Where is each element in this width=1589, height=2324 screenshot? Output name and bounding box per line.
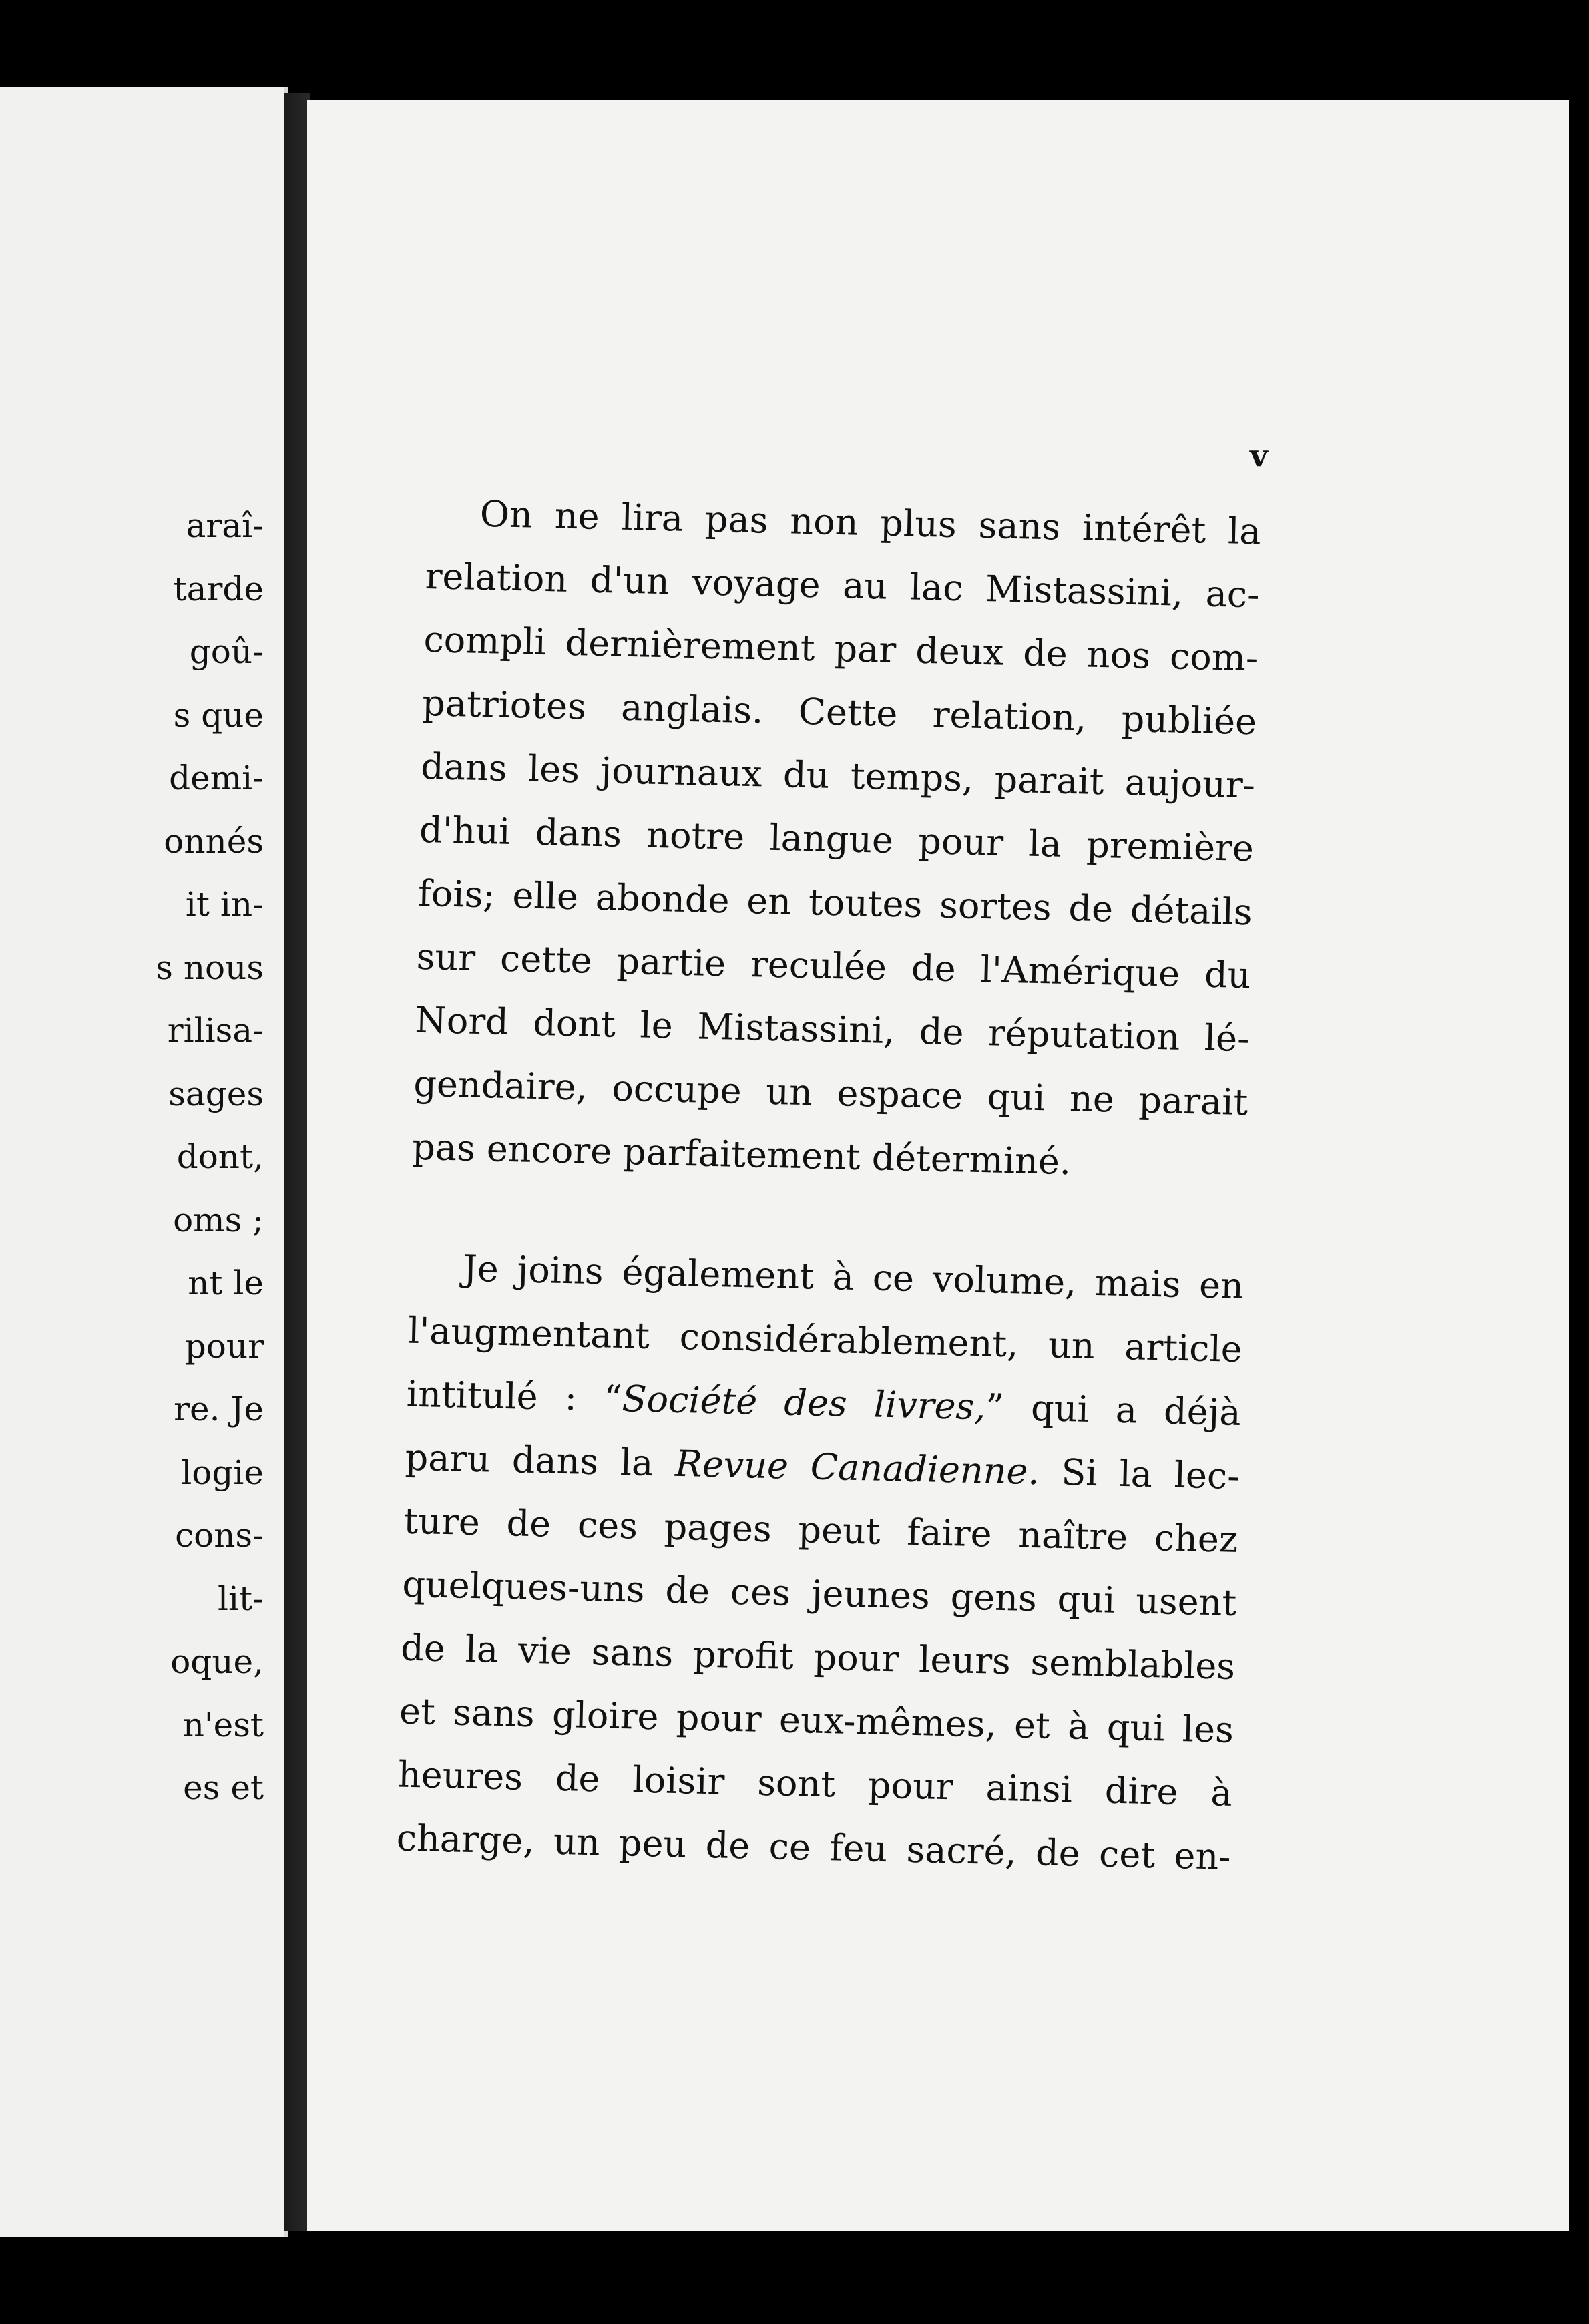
left-fragment: n'est xyxy=(182,1705,264,1744)
text-segment: paru dans la xyxy=(405,1436,676,1485)
right-page xyxy=(307,100,1569,2231)
text-line: Nord dont le Mistassini, de réputation lé- xyxy=(414,998,1251,1060)
page-number: v xyxy=(1250,437,1268,473)
left-fragment: cons- xyxy=(175,1516,264,1555)
text-line: relation d'un voyage au lac Mistassini, ac- xyxy=(425,554,1261,616)
text-segment: intitulé : “ xyxy=(406,1372,623,1420)
left-fragment: dont, xyxy=(176,1137,264,1176)
text-line: sur cette partie reculée de l'Amérique du xyxy=(416,935,1252,997)
text-line: ture de ces pages peut faire naître chez xyxy=(403,1499,1239,1561)
italic-title: Société des livres, xyxy=(622,1377,987,1428)
left-fragment: s que xyxy=(173,695,264,735)
text-line: patriotes anglais. Cette relation, publiée xyxy=(421,681,1257,743)
text-line: d'hui dans notre langue pour la première xyxy=(419,808,1255,870)
text-line: dans les journaux du temps, parait aujour- xyxy=(420,745,1256,807)
left-fragment: demi- xyxy=(169,759,264,797)
left-page-text-fragments xyxy=(23,494,264,1820)
left-fragment: goû- xyxy=(189,632,264,671)
italic-title: Revue Canadienne. xyxy=(674,1442,1040,1493)
text-line: et sans gloire pour eux-mêmes, et à qui les xyxy=(399,1690,1234,1751)
left-fragment: sages xyxy=(168,1074,264,1113)
text-line: gendaire, occupe un espace qui ne parait xyxy=(413,1062,1248,1124)
book-gutter xyxy=(284,93,310,2231)
left-fragment: it in- xyxy=(185,885,264,924)
page-body xyxy=(396,481,1262,1889)
left-fragment: nt le xyxy=(188,1264,264,1302)
text-line: pas encore parfaitement déterminé. xyxy=(411,1125,1072,1183)
text-line: fois; elle abonde en toutes sortes de détails xyxy=(417,872,1253,934)
left-fragment: re. Je xyxy=(174,1390,264,1428)
text-line: On ne lira pas non plus sans intérêt la xyxy=(479,492,1262,553)
text-line: compli dernièrement par deux de nos com- xyxy=(423,618,1259,680)
left-fragment: onnés xyxy=(164,821,264,861)
left-fragment: es et xyxy=(183,1768,264,1807)
text-line: heures de loisir sont pour ainsi dire à xyxy=(397,1753,1233,1814)
text-line: charge, un peu de ce feu sacré, de cet en- xyxy=(396,1816,1232,1878)
text-segment: ” qui a déjà xyxy=(985,1386,1242,1434)
left-fragment: rilisa- xyxy=(167,1011,264,1050)
left-fragment: oms ; xyxy=(173,1200,264,1239)
left-fragment: lit- xyxy=(218,1579,264,1618)
text-segment: Si la lec- xyxy=(1038,1450,1240,1497)
text-line: de la vie sans profit pour leurs semblables xyxy=(400,1626,1236,1688)
text-line: quelques-uns de ces jeunes gens qui usent xyxy=(401,1563,1237,1624)
text-line: l'augmentant considérablement, un article xyxy=(407,1309,1243,1371)
left-fragment: tarde xyxy=(173,569,264,608)
left-fragment: araî- xyxy=(186,506,264,545)
text-line: Je joins également à ce volume, mais en xyxy=(462,1247,1244,1308)
left-fragment: oque, xyxy=(170,1642,264,1681)
left-fragment: s nous xyxy=(156,948,264,987)
left-fragment: pour xyxy=(184,1326,264,1366)
left-page xyxy=(0,87,288,2237)
left-fragment: logie xyxy=(181,1452,264,1492)
